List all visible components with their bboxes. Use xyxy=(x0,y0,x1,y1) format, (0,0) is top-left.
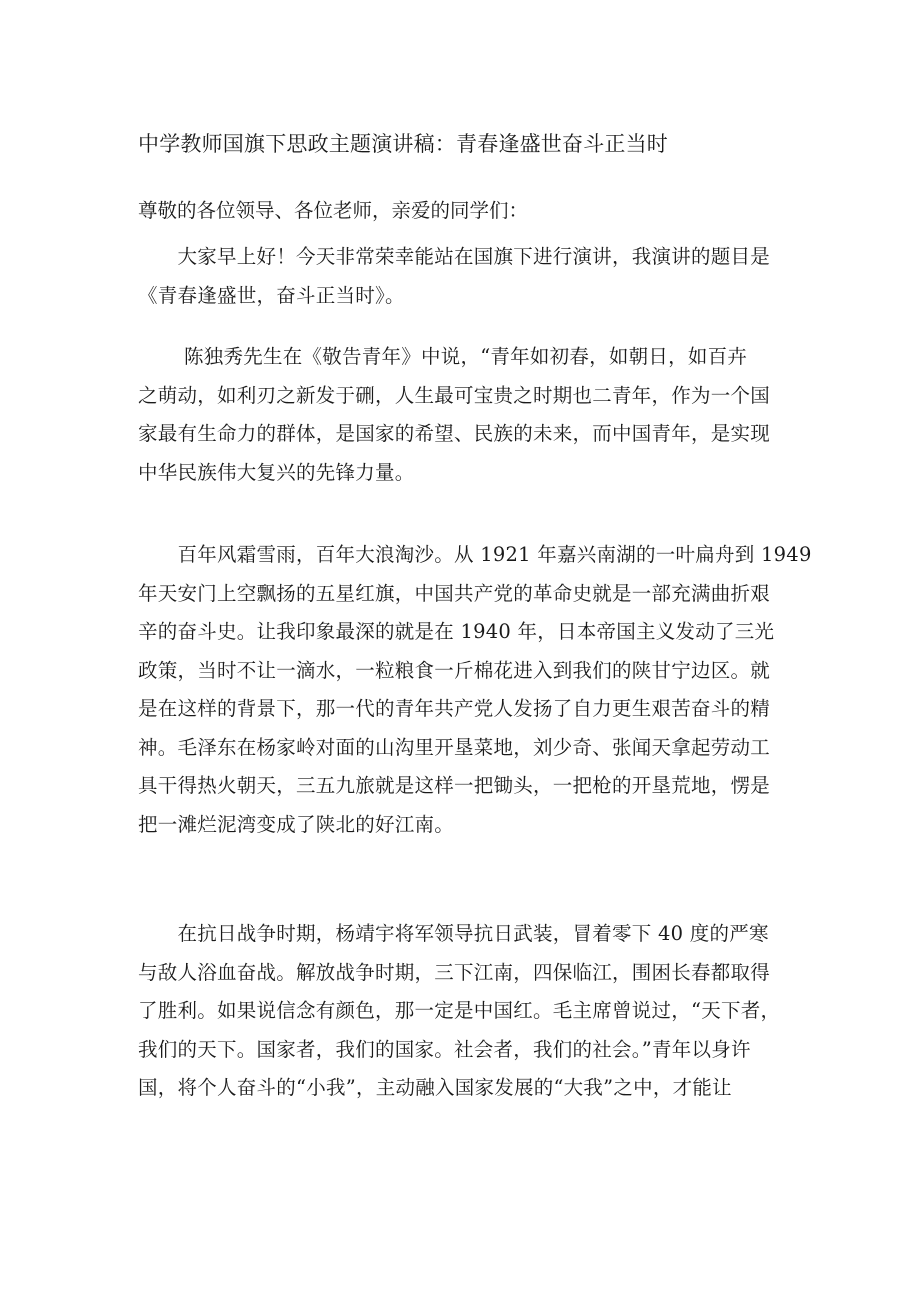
paragraph-chen-duxiu-quote xyxy=(138,338,788,492)
paragraph-line: 家最有生命力的群体，是国家的希望、民族的未来，而中国青年，是实现 xyxy=(138,422,771,445)
paragraph-line: 政策，当时不让一滴水，一粒粮食一斤棉花进入到我们的陕甘宁边区。就 xyxy=(138,658,771,682)
paragraph-line: 在抗日战争时期，杨靖宇将军领导抗日武装，冒着零下 40 度的严寒 xyxy=(138,922,769,945)
paragraph-line: 年天安门上空飘扬的五星红旗，中国共产党的革命史就是一部充满曲折艰 xyxy=(138,581,771,605)
paragraph-line: 了胜利。如果说信念有颜色，那一定是中国红。毛主席曾说过，“天下者， xyxy=(138,999,781,1022)
document-title: 中学教师国旗下思政主题演讲稿：青春逢盛世奋斗正当时 xyxy=(138,132,668,156)
paragraph-line: 中华民族伟大复兴的先锋力量。 xyxy=(138,460,415,484)
paragraph-line: 大家早上好！今天非常荣幸能站在国旗下进行演讲，我演讲的题目是 xyxy=(138,245,771,268)
paragraph-line: 我们的天下。国家者，我们的国家。社会者，我们的社会。”青年以身许 xyxy=(138,1037,751,1061)
paragraph-line: 具干得热火朝天，三五九旅就是这样一把锄头，一把枪的开垦荒地，愣是 xyxy=(138,774,771,797)
salutation: 尊敬的各位领导、各位老师，亲爱的同学们： xyxy=(138,199,529,222)
paragraph-line: 与敌人浴血奋战。解放战争时期，三下江南，四保临江，围困长春都取得 xyxy=(138,960,771,984)
paragraph-line: 之萌动，如利刃之新发于硎，人生最可宝贵之时期也二青年，作为一个国 xyxy=(138,383,771,407)
paragraph-line: 是在这样的背景下，那一代的青年共产党人发扬了自力更生艰苦奋斗的精 xyxy=(138,697,771,720)
paragraph-greeting xyxy=(138,238,788,315)
paragraph-line: 辛的奋斗史。让我印象最深的就是在 1940 年，日本帝国主义发动了三光 xyxy=(138,620,775,643)
paragraph-party-history xyxy=(138,536,812,844)
paragraph-line: 国，将个人奋斗的“小我”，主动融入国家发展的“大我”之中，才能让 xyxy=(138,1076,732,1099)
paragraph-line: 百年风霜雪雨，百年大浪淘沙。从 1921 年嘉兴南湖的一叶扁舟到 1949 xyxy=(138,543,812,566)
paragraph-war-period xyxy=(138,915,788,1108)
paragraph-line: 神。毛泽东在杨家岭对面的山沟里开垦菜地，刘少奇、张闻天拿起劳动工 xyxy=(138,735,771,759)
paragraph-line: 《青春逢盛世，奋斗正当时》。 xyxy=(138,283,405,307)
paragraph-line: 陈独秀先生在《敬告青年》中说，“青年如初春，如朝日，如百卉 xyxy=(138,345,748,368)
paragraph-line: 把一滩烂泥湾变成了陕北的好江南。 xyxy=(138,812,455,836)
